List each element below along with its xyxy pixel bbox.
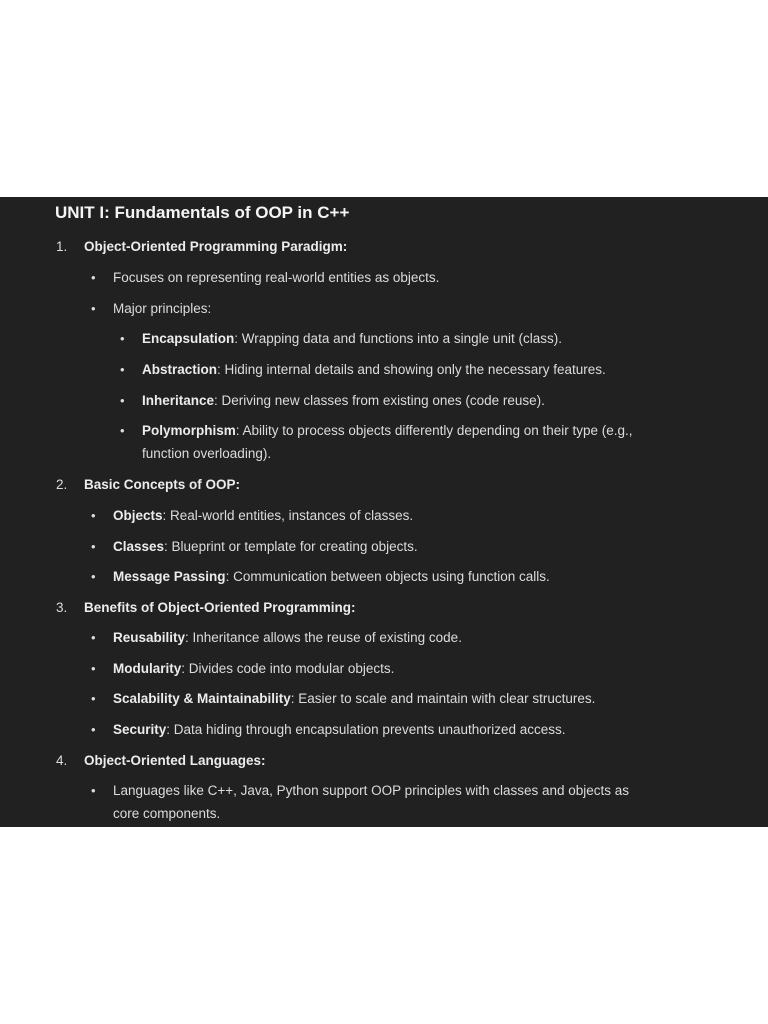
section-1-heading: Object-Oriented Programming Paradigm: [84,239,348,254]
bullet-icon: • [91,783,96,798]
concept-objects [113,504,413,527]
bullet-icon: • [91,569,96,584]
bullet-icon: • [91,270,96,285]
benefit-term: Reusability [113,630,186,645]
benefit-desc: : Inheritance allows the reuse of existing code. [185,630,462,645]
benefit-term: Modularity [113,661,182,676]
benefit-security [113,718,566,741]
section-4-number: 4. [56,753,68,768]
concept-desc: : Blueprint or template for creating objects. [164,539,418,554]
principle-polymorphism [142,419,633,442]
benefit-term: Scalability & Maintainability [113,691,291,706]
principle-abstraction [142,358,606,381]
benefit-reusability [113,626,462,649]
section-2-heading: Basic Concepts of OOP: [84,477,241,492]
concept-desc: : Communication between objects using function calls. [225,569,550,584]
principle-term: Polymorphism [142,423,236,438]
benefit-term: Security [113,722,167,737]
bullet-icon: • [91,661,96,676]
benefit-desc: : Easier to scale and maintain with clear structures. [290,691,596,706]
bullet-icon: • [120,362,125,377]
bullet-icon: • [120,393,125,408]
concept-classes [113,535,418,558]
principle-inheritance [142,389,545,412]
concept-message-passing [113,565,550,588]
benefit-desc: : Data hiding through encapsulation prevents unauthorized access. [166,722,566,737]
principle-encapsulation [142,327,562,350]
bullet-icon: • [91,508,96,523]
languages-bullet: Languages like C++, Java, Python support OOP principles with classes and objects as [113,783,630,798]
principle-desc: : Hiding internal details and showing only the necessary features. [217,362,606,377]
section-2-number: 2. [56,477,68,492]
concept-desc: : Real-world entities, instances of classes. [162,508,414,523]
principle-desc: : Deriving new classes from existing ones (code reuse). [214,393,545,408]
principle-term: Abstraction [142,362,218,377]
bullet-icon: • [91,539,96,554]
bullet-icon: • [120,331,125,346]
bullet-icon: • [120,423,125,438]
section-3-heading: Benefits of Object-Oriented Programming: [84,600,356,615]
concept-term: Message Passing [113,569,226,584]
concept-term: Classes [113,539,165,554]
section-1-number: 1. [56,239,68,254]
principle-term: Inheritance [142,393,215,408]
principle-desc: : Ability to process objects differently depending on their type (e.g., [235,423,633,438]
section-1-bullet-1: Focuses on representing real-world entities as objects. [113,270,440,285]
bullet-icon: • [91,691,96,706]
principle-polymorphism-cont: function overloading). [142,446,272,461]
unit-title: UNIT I: Fundamentals of OOP in C++ [55,203,350,222]
section-4-heading: Object-Oriented Languages: [84,753,266,768]
benefit-modularity [113,657,394,680]
bullet-icon: • [91,722,96,737]
section-3-number: 3. [56,600,68,615]
notes-panel [0,197,768,827]
bullet-icon: • [91,630,96,645]
concept-term: Objects [113,508,163,523]
principle-term: Encapsulation [142,331,235,346]
languages-bullet-cont: core components. [113,806,221,821]
bullet-icon: • [91,301,96,316]
principle-desc: : Wrapping data and functions into a single unit (class). [234,331,562,346]
section-1-bullet-2: Major principles: [113,301,212,316]
benefit-scalability [113,687,595,710]
benefit-desc: : Divides code into modular objects. [181,661,395,676]
